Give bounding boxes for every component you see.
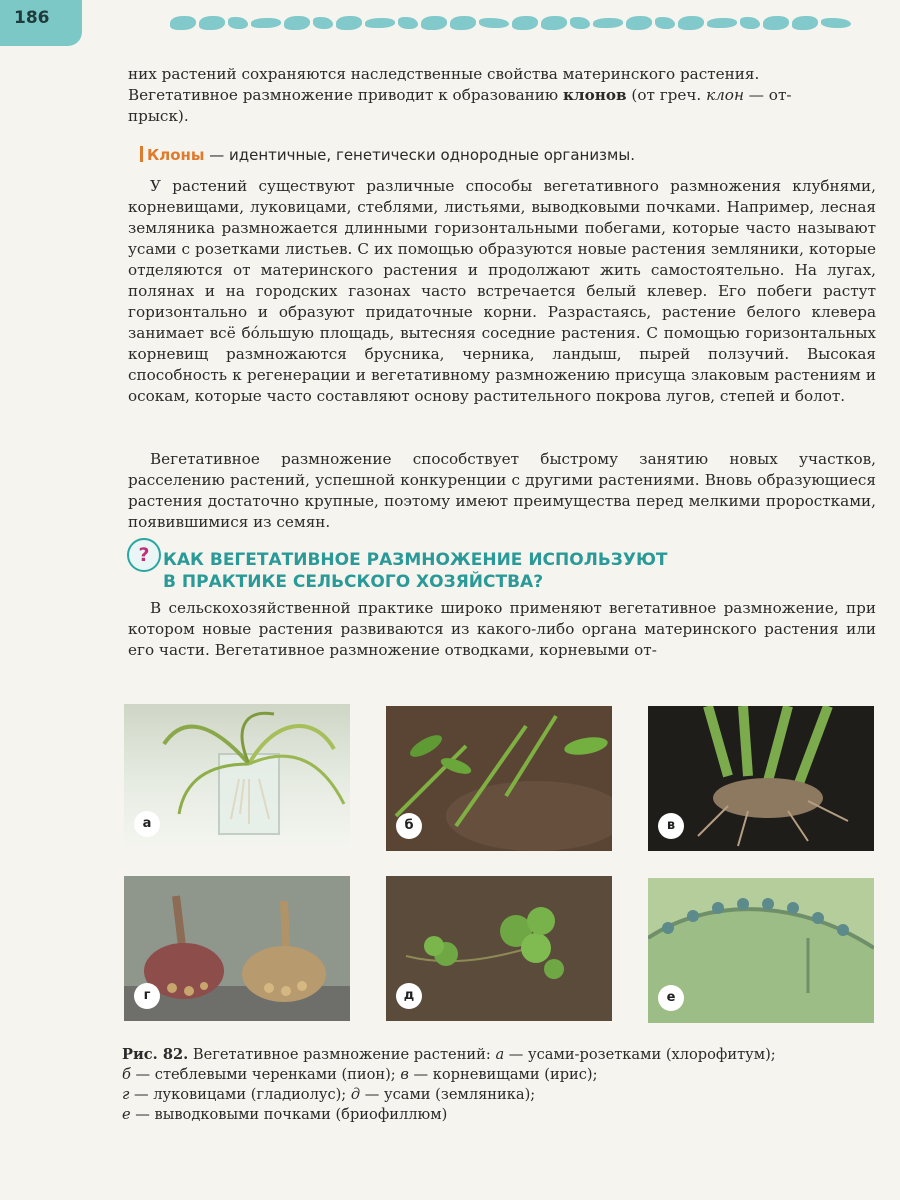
- paragraph-methods-text: У растений существуют различные способы вегетативного размножения клубнями, корневищами, луковицами, стеблями, листьями, выводковыми почками. Например, лесная земляника размножается длинными горизонтальными побегами, которые часто называют усами с розетками листьев. С их помощью образуются новые растения земляники, которые отделяются от материнского растения и продолжают жить самостоятельно. На лугах, полянах и на городских газонах часто встречается белый клевер. Его побеги растут горизонтально и образуют придаточные корни. Разрастаясь, растение белого клевера занимает всё бóльшую площадь, вытесняя соседние растения. С помощью горизонтальных корневищ размножаются брусника, черника, ландыш, пырей ползучий. Высокая способность к регенерации и вегетативному размножению присуща злаковым растениям и осокам, которые часто составляют основу растительного покрова лугов, степей и болот.: [128, 177, 876, 405]
- photo-label-g: г: [134, 983, 160, 1009]
- photo-label-d: д: [396, 983, 422, 1009]
- photo-chlorophytum: [124, 704, 350, 849]
- figure-number: Рис. 82.: [122, 1046, 189, 1063]
- paragraph-top-line2b: (от греч.: [626, 86, 707, 104]
- paragraph-top-line3: прыск).: [128, 107, 189, 125]
- paragraph-top: [128, 64, 876, 127]
- paragraph-top-line2a: Вегетативное размножение приводит к образованию: [128, 86, 563, 104]
- section-heading: [163, 549, 863, 593]
- photo-label-b: б: [396, 813, 422, 839]
- paragraph-methods: [128, 176, 876, 407]
- definition-term: Клоны: [147, 146, 205, 164]
- paragraph-top-line1: них растений сохраняются наследственные свойства материнского растения.: [128, 65, 760, 83]
- section-heading-line2: В ПРАКТИКЕ СЕЛЬСКОГО ХОЗЯЙСТВА?: [163, 572, 544, 592]
- greek-word: клон: [706, 86, 744, 104]
- photo-label-e: е: [658, 985, 684, 1011]
- paragraph-agri: [128, 598, 876, 661]
- definition-bar: [140, 146, 143, 162]
- photo-gladiolus: [124, 876, 350, 1021]
- decorative-animal-strip: [170, 12, 880, 34]
- photo-strawberry: [386, 876, 612, 1021]
- definition: [140, 146, 860, 164]
- page-number: 186: [14, 8, 50, 28]
- paragraph-top-line2c: — от-: [743, 86, 792, 104]
- definition-text: — идентичные, генетически однородные организмы.: [204, 146, 635, 164]
- term-clones: клонов: [562, 86, 627, 104]
- section-heading-line1: КАК ВЕГЕТАТИВНОЕ РАЗМНОЖЕНИЕ ИСПОЛЬЗУЮТ: [163, 550, 668, 570]
- photo-peony: [386, 706, 612, 851]
- photo-label-a: а: [134, 811, 160, 837]
- paragraph-agri-text: В сельскохозяйственной практике широко применяют вегетативное размножение, при котором новые растения развиваются из какого-либо органа материнского растения или его части. Вегетативное размножение отводками, корневыми от-: [128, 599, 876, 659]
- paragraph-benefits: [128, 449, 876, 533]
- photo-iris: [648, 706, 874, 851]
- photo-label-v: в: [658, 813, 684, 839]
- figure-caption: Рис. 82. Вегетативное размножение растений: а — усами-розетками (хлорофитум); б — стеблевыми черенками (пион); в — корневищами (ирис); г — луковицами (гладиолус); д — усами (земляника); е — выводковыми почками (бриофиллюм): [122, 1046, 776, 1123]
- photo-bryophyllum: [648, 878, 874, 1023]
- page-tab: [0, 0, 82, 46]
- paragraph-benefits-text: Вегетативное размножение способствует быстрому занятию новых участков, расселению растений, успешной конкуренции с другими растениями. Вновь образующиеся растения достаточно крупные, поэтому имеют преимущества перед мелкими проростками, появившимися из семян.: [128, 450, 876, 531]
- question-icon: ?: [127, 538, 161, 572]
